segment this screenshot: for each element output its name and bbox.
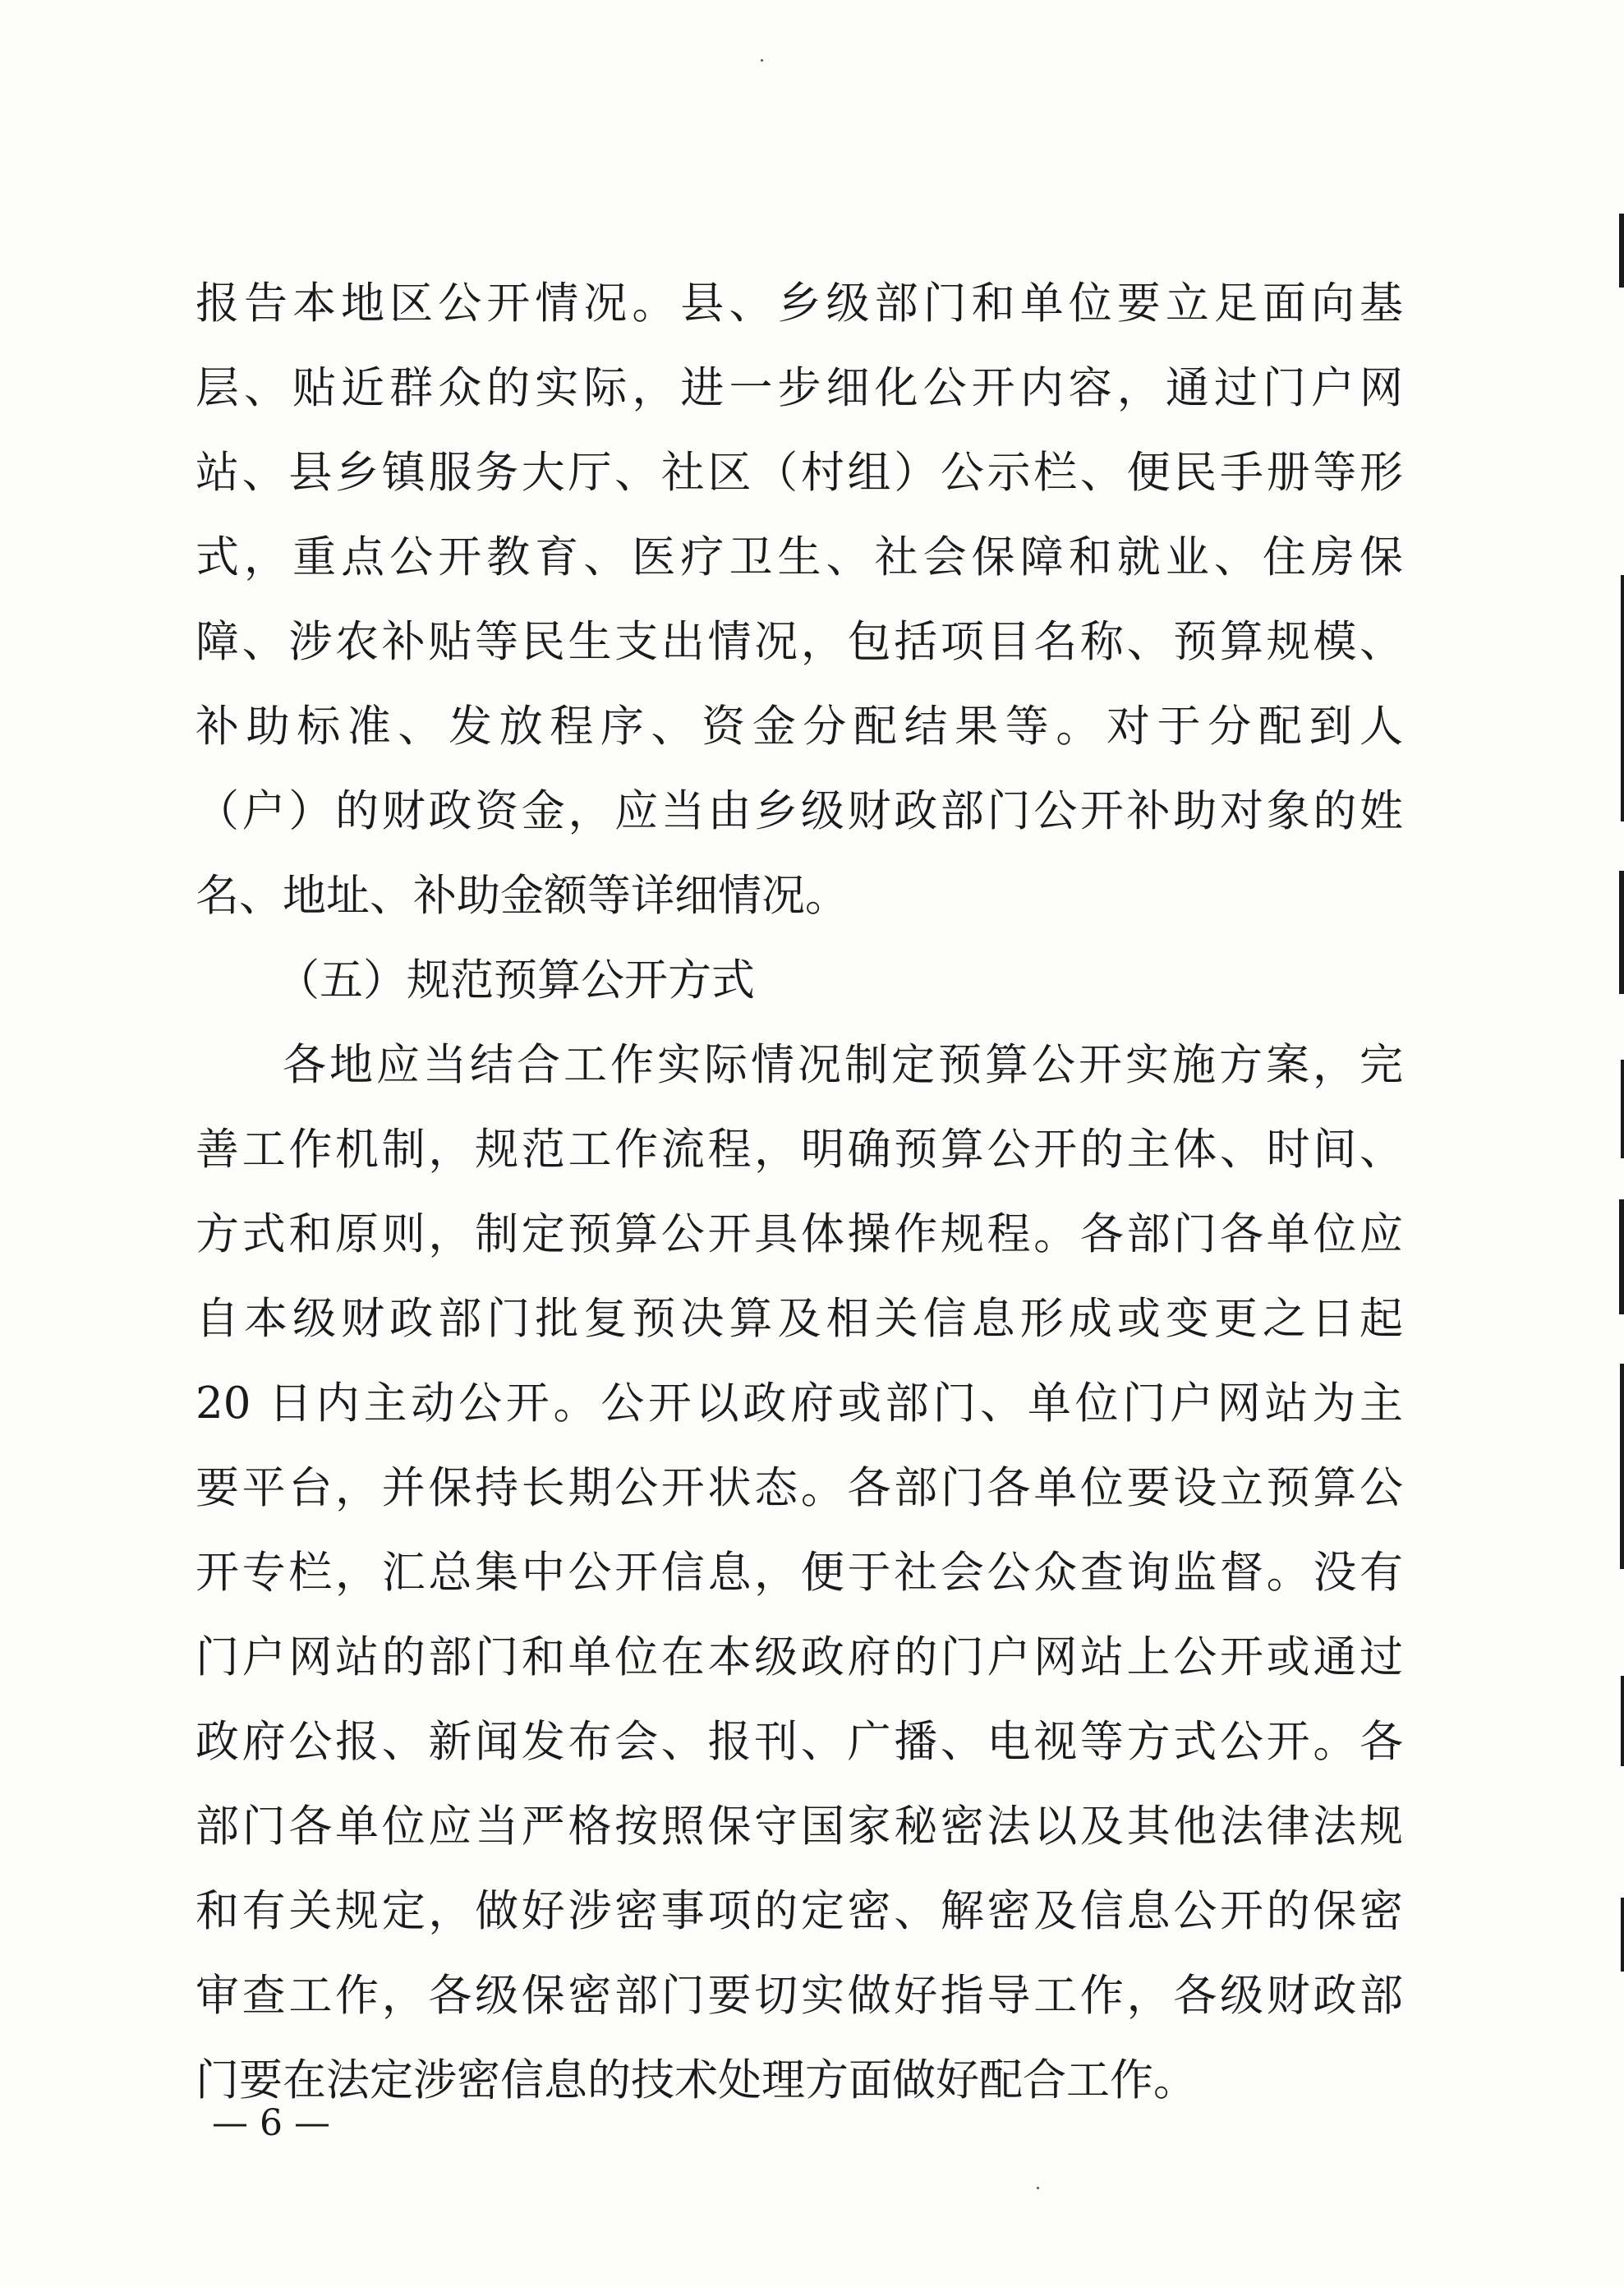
scan-edge-mark xyxy=(1621,1898,1624,1972)
paragraph-line: 障、涉农补贴等民生支出情况，包括项目名称、预算规模、 xyxy=(196,617,1403,667)
paragraph-line: 部门各单位应当严格按照保守国家秘密法以及其他法律法规 xyxy=(196,1802,1403,1852)
paragraph-line: 审查工作，各级保密部门要切实做好指导工作，各级财政部 xyxy=(196,1971,1403,2021)
paragraph-line: 各地应当结合工作实际情况制定预算公开实施方案，完 xyxy=(283,1040,1403,1090)
scan-edge-mark xyxy=(1620,1364,1624,1569)
paragraph-line: 20 日内主动公开。公开以政府或部门、单位门户网站为主 xyxy=(196,1378,1403,1429)
paragraph-line: 自本级财政部门批复预决算及相关信息形成或变更之日起 xyxy=(196,1294,1403,1344)
paragraph-line: 和有关规定，做好涉密事项的定密、解密及信息公开的保密 xyxy=(196,1886,1403,1936)
paragraph-line: 要平台，并保持长期公开状态。各部门各单位要设立预算公 xyxy=(196,1463,1403,1513)
paragraph-line: 报告本地区公开情况。县、乡级部门和单位要立足面向基 xyxy=(196,278,1403,329)
scan-edge-mark xyxy=(1619,214,1624,288)
body-text xyxy=(196,261,1403,2123)
scan-edge-mark xyxy=(1619,1199,1624,1314)
paragraph-line: 门要在法定涉密信息的技术处理方面做好配合工作。 xyxy=(196,2055,1197,2105)
section-heading: （五）规范预算公开方式 xyxy=(276,955,755,1005)
paragraph-line: 方式和原则，制定预算公开具体操作规程。各部门各单位应 xyxy=(196,1209,1403,1259)
scan-edge-mark xyxy=(1621,1060,1624,1158)
paragraph-line: 站、县乡镇服务大厅、社区（村组）公示栏、便民手册等形 xyxy=(196,448,1403,498)
paragraph-line: 门户网站的部门和单位在本级政府的门户网站上公开或通过 xyxy=(196,1632,1403,1682)
paragraph-line: 开专栏，汇总集中公开信息，便于社会公众查询监督。没有 xyxy=(196,1548,1403,1598)
paragraph-line: 式，重点公开教育、医疗卫生、社会保障和就业、住房保 xyxy=(196,532,1403,582)
scan-edge-mark xyxy=(1621,575,1624,821)
paragraph-line: 政府公报、新闻发布会、报刊、广播、电视等方式公开。各 xyxy=(196,1717,1403,1767)
scan-edge-mark xyxy=(1619,871,1624,994)
scan-speck xyxy=(1037,2187,1039,2189)
paragraph-line: 善工作机制，规范工作流程，明确预算公开的主体、时间、 xyxy=(196,1125,1403,1175)
page-number: — 6 — xyxy=(212,2102,330,2144)
paragraph-line: （户）的财政资金，应当由乡级财政部门公开补助对象的姓 xyxy=(196,786,1403,836)
paragraph-line: 名、地址、补助金额等详细情况。 xyxy=(196,871,849,921)
paragraph-line: 补助标准、发放程序、资金分配结果等。对于分配到人 xyxy=(196,702,1403,752)
paragraph-line: 层、贴近群众的实际，进一步细化公开内容，通过门户网 xyxy=(196,363,1403,413)
scan-speck xyxy=(761,59,763,62)
scan-edge-mark xyxy=(1621,1676,1624,1766)
